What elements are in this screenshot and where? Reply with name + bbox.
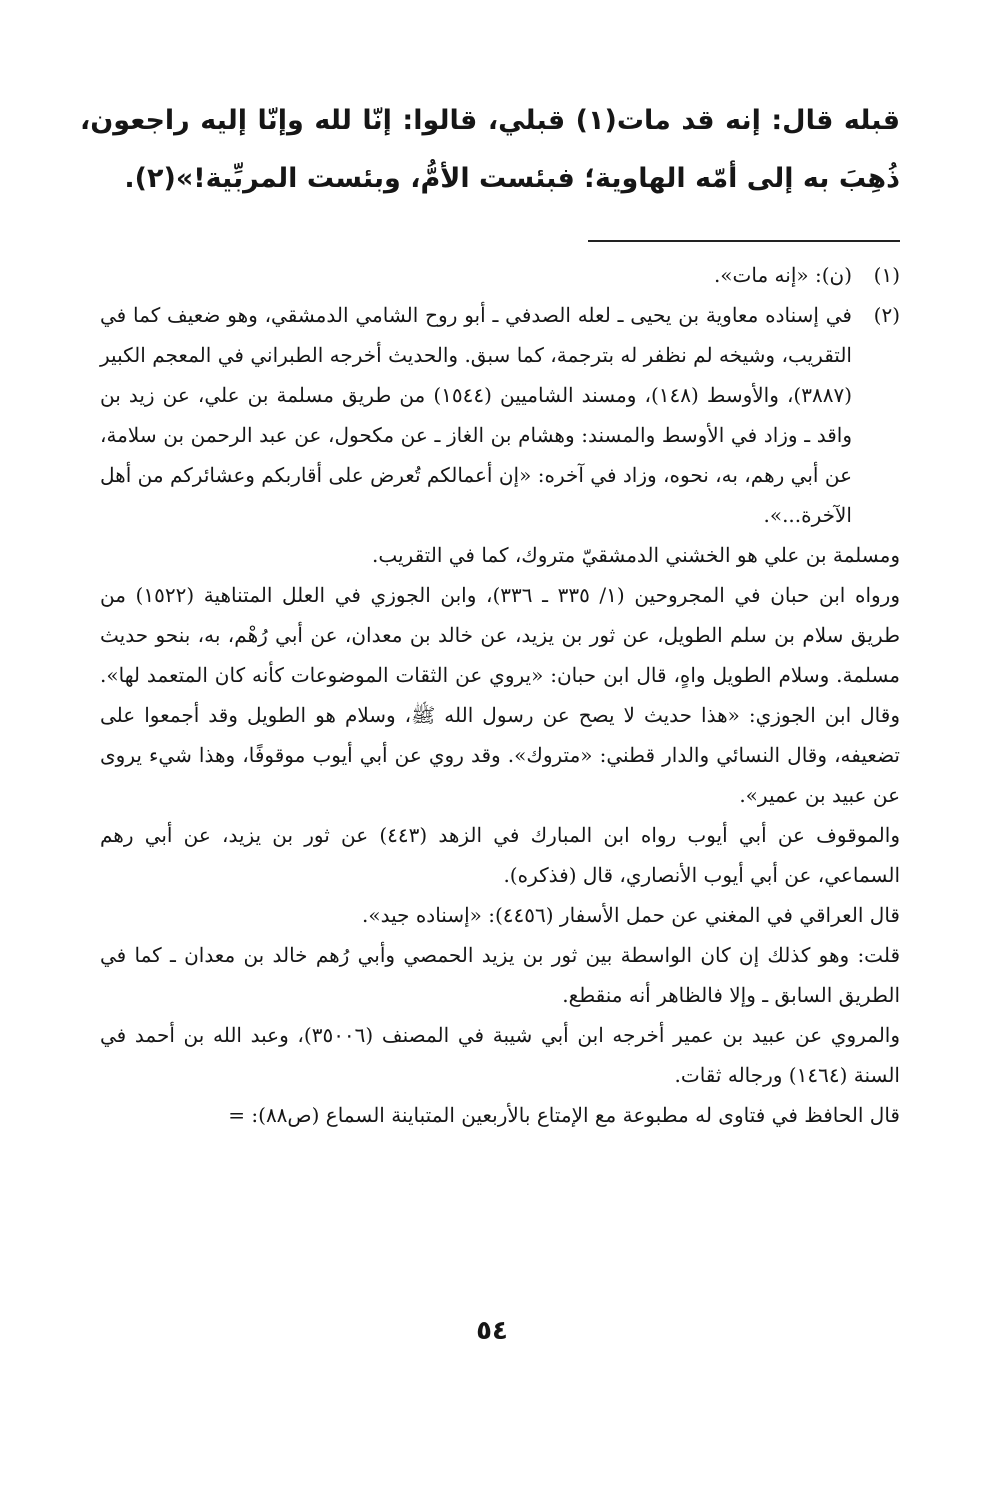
footnote-separator	[588, 240, 900, 242]
footnote-number: (١)	[873, 263, 900, 287]
footnote-paragraph: ورواه ابن حبان في المجروحين (١/ ٣٣٥ ـ ٣٣٦)، وابن الجوزي في العلل المتناهية (١٥٢٢) من طريق سلام بن سلم الطويل، عن ثور بن يزيد، عن خالد بن معدان، عن أبي رُهْم، به، بنحو حديث مسلمة. وسلام الطويل واهٍ، قال ابن حبان: «يروي عن الثقات الموضوعات كأنه كان المتعمد لها». وقال ابن الجوزي: «هذا حديث لا يصح عن رسول الله ﷺ، وسلام هو الطويل وقد أجمعوا على تضعيفه، وقال النسائي والدار قطني: «متروك». وقد روي عن أبي أيوب موقوفًا، وهذا شيء يروى عن عبيد بن عمير».	[100, 583, 900, 807]
footnote-paragraph: والموقوف عن أبي أيوب رواه ابن المبارك في الزهد (٤٤٣) عن ثور بن يزيد، عن أبي رهم السماعي، عن أبي أيوب الأنصاري، قال (فذكره).	[100, 823, 900, 887]
footnote-2	[100, 295, 900, 1135]
footnote-number: (٢)	[873, 303, 900, 327]
footnote-1	[100, 255, 900, 295]
footnote-text: (ن): «إنه مات».	[713, 263, 852, 287]
footnote-paragraph: في إسناده معاوية بن يحيى ـ لعله الصدفي ـ أبو روح الشامي الدمشقي، وهو ضعيف كما في التقريب، وشيخه لم نظفر له بترجمة، كما سبق. والحديث أخرجه الطبراني في المعجم الكبير (٣٨٨٧)، والأوسط (١٤٨)، ومسند الشاميين (١٥٤٤) من طريق مسلمة بن علي، عن زيد بن واقد ـ وزاد في الأوسط والمسند: وهشام بن الغاز ـ عن مكحول، عن عبد الرحمن بن سلامة، عن أبي رهم، به، نحوه، وزاد في آخره: «إن أعمالكم تُعرض على أقاربكم وعشائركم من أهل الآخرة...».	[100, 303, 853, 527]
footnote-paragraph: قال العراقي في المغني عن حمل الأسفار (٤٤٥٦): «إسناده جيد».	[361, 903, 900, 927]
footnote-body	[100, 295, 901, 1135]
footnote-paragraph: والمروي عن عبيد بن عمير أخرجه ابن أبي شيبة في المصنف (٣٥٠٠٦)، وعبد الله بن أحمد في السنة (١٤٦٤) ورجاله ثقات.	[100, 1023, 901, 1087]
footnote-paragraph: قلت: وهو كذلك إن كان الواسطة بين ثور بن يزيد الحمصي وأبي رُهم خالد بن معدان ـ كما في الطريق السابق ـ وإلا فالظاهر أنه منقطع.	[100, 943, 901, 1007]
footnote-paragraph: ومسلمة بن علي هو الخشني الدمشقيّ متروك، كما في التقريب.	[371, 543, 900, 567]
footnotes-section	[100, 255, 900, 1135]
footnote-body	[100, 255, 852, 295]
page-number: ٥٤	[476, 1316, 508, 1346]
main-text-paragraph: قبله قال: إنه قد مات(١) قبلي، قالوا: إنّا لله وإنّا إليه راجعون، ذُهِبَ به إلى أمّه الهاوية؛ فبئست الأمُّ، وبئست المربِّية!»(٢).	[80, 105, 901, 194]
footnote-paragraph: قال الحافظ في فتاوى له مطبوعة مع الإمتاع بالأربعين المتباينة السماع (ص٨٨): =	[228, 1103, 900, 1127]
